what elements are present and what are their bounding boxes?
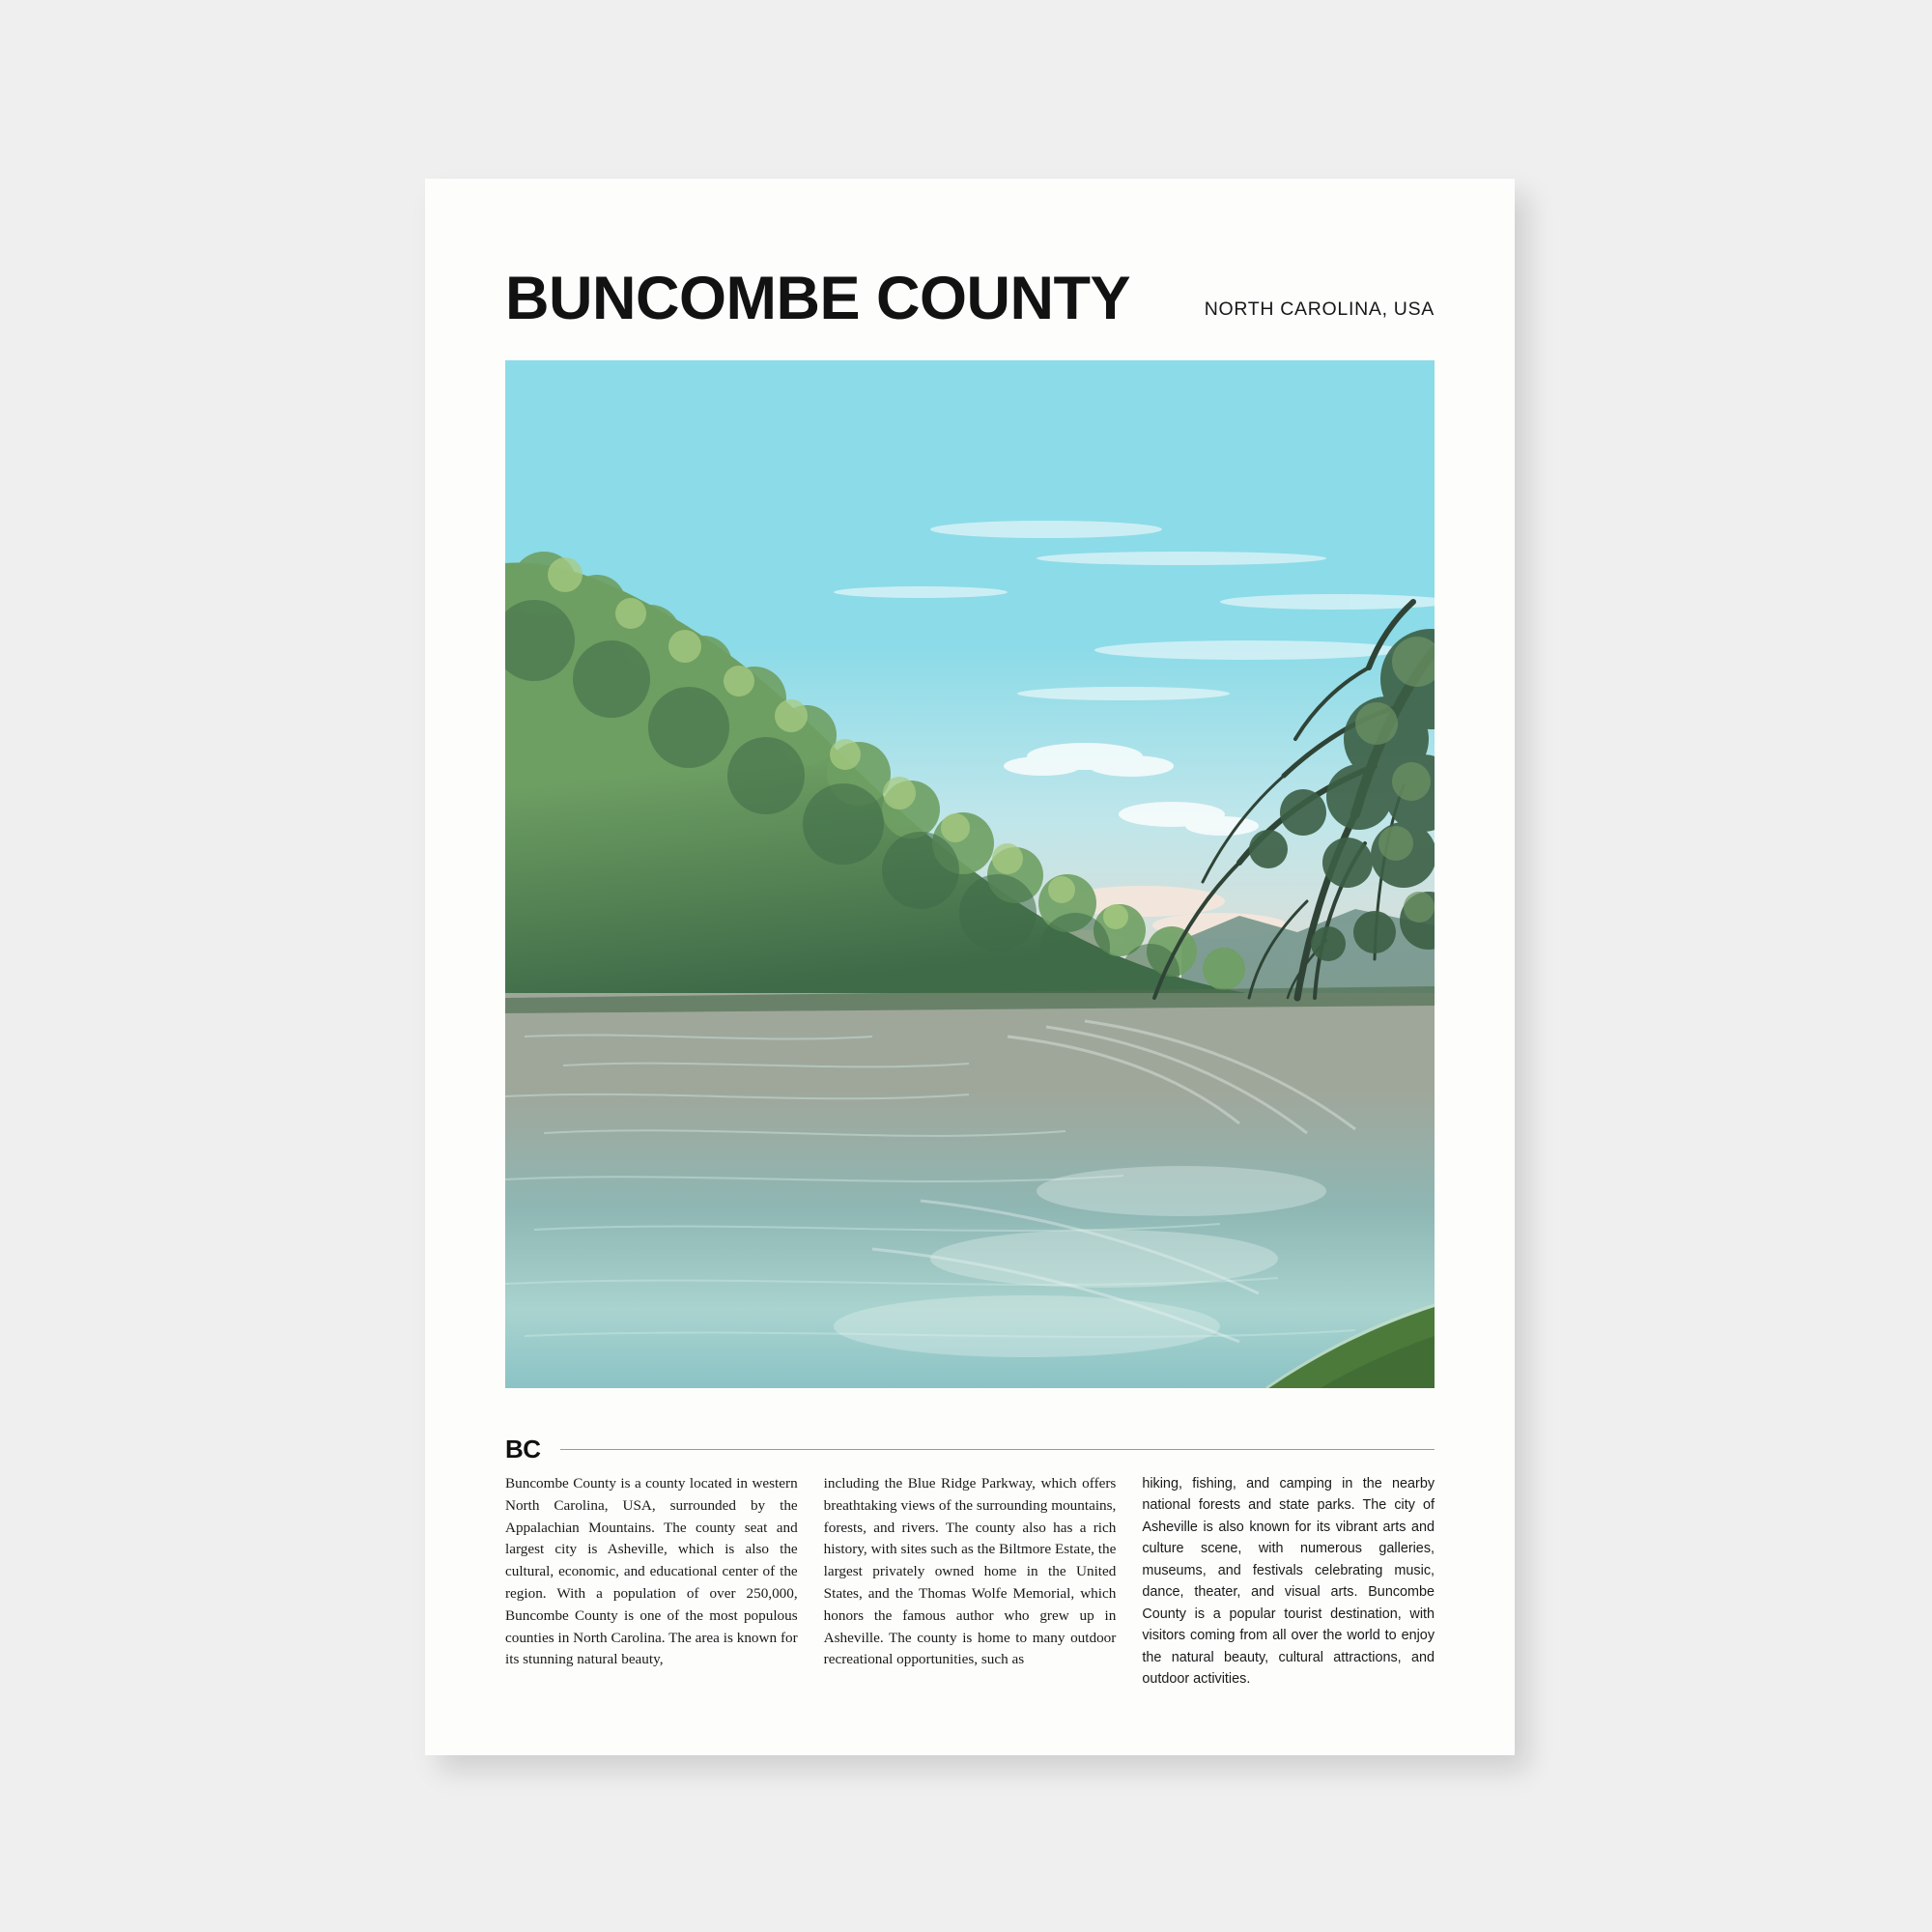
body-column-3: hiking, fishing, and camping in the nearby national forests and state parks. The city of Asheville is also known for its vibrant arts and culture scene, with numerous galleries, museums, and festivals celebrating music, dance, theater, and visual arts. Buncombe County is a popular tourist destination, with visitors coming from all over the world to enjoy the natural beauty, cultural attractions, and outdoor activities. [1142, 1476, 1435, 1688]
monogram: BC [505, 1435, 541, 1463]
river-valley-photograph [505, 360, 1435, 1388]
body-column-1: Buncombe County is a county located in western North Carolina, USA, surrounded by the Appalachian Mountains. The county seat and largest city is Asheville, which is also the cultural, economic, and educational center of the region. With a population of over 250,000, Buncombe County is one of the most populous counties in North Carolina. The area is known for its stunning natural beauty, [505, 1475, 798, 1668]
body-text-columns [505, 1473, 1435, 1690]
poster-sheet [425, 179, 1515, 1755]
horizontal-rule [560, 1449, 1435, 1450]
footer-divider [505, 1435, 1435, 1464]
body-column-2: including the Blue Ridge Parkway, which offers breathtaking views of the surrounding mountains, forests, and rivers. The county also has a rich history, with sites such as the Biltmore Estate, the largest privately owned home in the United States, and the Thomas Wolfe Memorial, which honors the famous author who grew up in Asheville. The county is home to many outdoor recreational opportunities, such as [823, 1475, 1117, 1668]
page-subtitle: NORTH CAROLINA, USA [1204, 298, 1435, 320]
page-title: BUNCOMBE COUNTY [505, 265, 1130, 332]
poster-header [505, 265, 1435, 332]
photo-illustration [505, 360, 1435, 1388]
poster-content [425, 179, 1515, 1755]
